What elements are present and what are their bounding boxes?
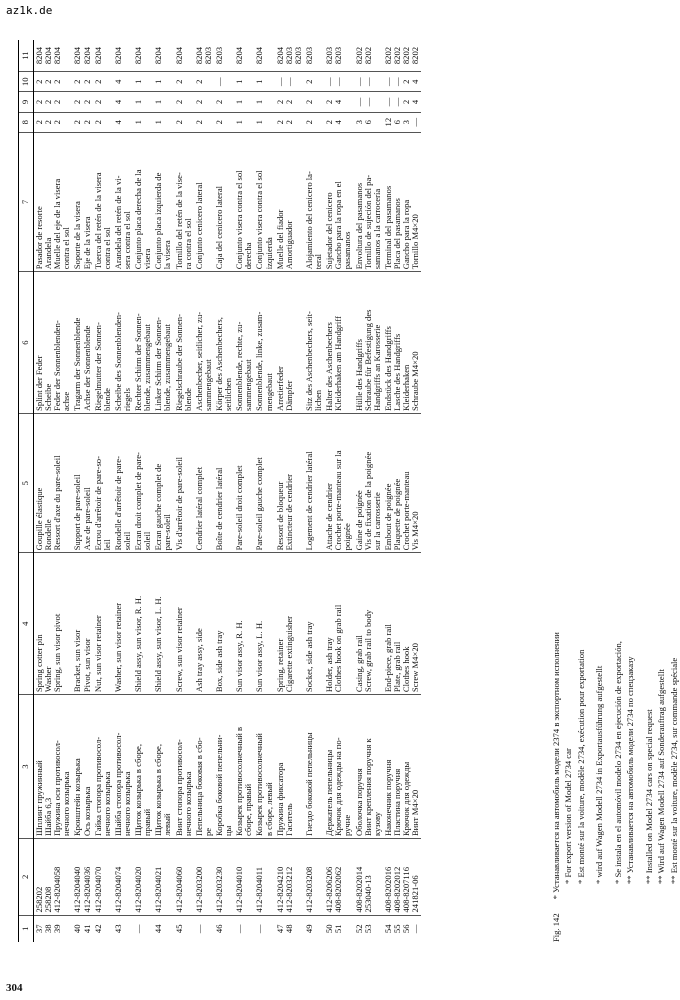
table-cell: — [214, 72, 234, 92]
table-cell: Шплинт пружинный Шайба 6,3 Пружина оси противосол- нечного козырька [34, 695, 73, 839]
table-cell: 8202 8202 [354, 40, 383, 72]
table-cell: Rondelle d'arrêtoir de pare- soleil [113, 413, 133, 552]
table-row [34, 40, 73, 942]
column-header: 10 [19, 72, 34, 92]
table-cell: Ecrou d'arrêtoir de pare-so- leil [93, 413, 113, 552]
table-cell: 2 [93, 112, 113, 132]
table-cell: Goupille élastique Rondelle Ressort d'axe du pare-soleil [34, 413, 73, 552]
footnote-line: ** Est monté sur la voiture, modèle 2734, sur commande spéciale [668, 657, 679, 884]
table-cell: 1 [254, 112, 274, 132]
table-cell: Кронштейн козырька Ось козырька [72, 695, 92, 839]
table-cell: 8203 8203 [324, 40, 353, 72]
table-cell: 4 [113, 92, 133, 112]
table-cell: Support de pare-soleil Axe de pare-soleil [72, 413, 92, 552]
table-cell: Гайка стопора противосол- нечного козырька [93, 695, 113, 839]
table-cell: 8204 [133, 40, 153, 72]
table-cell: — — 2 4 [383, 72, 421, 92]
table-cell: 412-8203230 [214, 839, 234, 915]
table-cell: 50 51 [324, 924, 344, 934]
footnote-line [550, 62, 562, 942]
table-cell: Endstück des Handgriffs Lasche des Handgriffs Kleiderhaken Schraube M4×20 [383, 272, 421, 414]
column-header: 9 [19, 92, 34, 112]
table-cell: Socket, side ash tray [304, 553, 324, 695]
table-cell: Tragarm der Sonnenblende Achse der Sonnenblende [72, 272, 92, 414]
table-cell: 2 [304, 112, 324, 132]
table-cell: Cendrier latéral complet [194, 413, 214, 552]
table-cell: Pasador de resorte Arandela Muelle del eje de la visera contra el sol [34, 132, 73, 271]
table-cell: 412-8204020 [133, 839, 153, 915]
table-cell: 1 [153, 72, 173, 92]
table-cell: Ecran gauche complet de pare-soleil [153, 413, 173, 552]
table-row [354, 40, 383, 942]
table-row [72, 40, 92, 942]
table-cell: Linker Schirm der Sonnen- blende, zusammengebaut [153, 272, 173, 414]
table-cell: 2 [174, 112, 194, 132]
table-cell: 8204 8204 [72, 40, 92, 72]
table-row [254, 40, 274, 942]
table-cell: 1 [254, 72, 274, 92]
table-header-row [19, 40, 34, 942]
table-cell: 408-8202014 253040-13 [354, 839, 383, 915]
column-header: 11 [19, 40, 34, 72]
table-cell: — [234, 924, 245, 934]
table-cell: 8204 [254, 40, 274, 72]
table-cell: 1 [133, 72, 153, 92]
table-row [324, 40, 353, 942]
table-cell: 412-8204011 [254, 839, 274, 915]
table-row [383, 40, 421, 942]
table-cell: Halter des Aschenbechers Kleiderhaken am Handgriff [324, 272, 353, 414]
table-cell: 2 2 [72, 92, 92, 112]
column-header: 6 [19, 272, 34, 414]
table-cell: 12 6 3 — [383, 112, 421, 132]
table-cell: Tornillo del retén de la vise- ra contra el sol [174, 132, 194, 271]
table-cell: Conjunto placa derecha de la visera [133, 132, 153, 271]
table-cell: Пружина фиксатора Гаситель [275, 695, 304, 839]
table-cell: 8202 8202 8202 8202 [383, 40, 421, 72]
table-cell: Soporte de la visera Eje de la visera [72, 132, 92, 271]
table-row [304, 40, 324, 942]
table-cell: 2 2 [275, 92, 304, 112]
footnote-line: * Est monté sur la voiture, modèle 2734, exécution pour exportation [575, 649, 586, 884]
table-cell: Arandela del retén de la vi- sera contra el sol [113, 132, 133, 271]
table-cell: 412-8203208 [304, 839, 324, 915]
table-cell: — — 2 4 [383, 92, 421, 112]
table-cell: 2 2 2 [34, 92, 73, 112]
table-cell: 1 [254, 92, 274, 112]
table-cell: 412-8204021 [153, 839, 173, 915]
table-cell: Sun visor assy, R. H. [234, 553, 254, 695]
table-cell: Riegelmutter der Sonnen- blende [93, 272, 113, 414]
table-cell: 2 [174, 92, 194, 112]
table-cell: — — [324, 72, 353, 92]
table-cell: 1 [234, 112, 254, 132]
table-cell: Aschenbecher, seitlicher, zu- sammengebaut [194, 272, 214, 414]
table-cell: 1 [234, 72, 254, 92]
table-cell: 2 [93, 92, 113, 112]
column-header: 5 [19, 413, 34, 552]
table-cell: Riegelschraube der Sonnen- blende [174, 272, 194, 414]
table-row [194, 40, 214, 942]
table-cell: — [193, 924, 204, 934]
table-cell: 49 [303, 924, 314, 934]
table-cell: Оболочка поручня Винт крепления поручня к кузову [354, 695, 383, 839]
table-cell: 2 2 [72, 112, 92, 132]
footnote-line: * For export version of Model 2734 car [563, 748, 574, 884]
table-cell: Casing, grab rail Screw, grab rail to body [354, 553, 383, 695]
table-cell: 1 [133, 112, 153, 132]
table-cell: 8204 [153, 40, 173, 72]
table-cell: Terminal del pasamanos Placa del pasamanos Gancho para la ropa Tornillo M4×20 [383, 132, 421, 271]
table-cell: Nut, sun visor retainer [93, 553, 113, 695]
table-cell: Attache de cendrier Crochet porte-manteau sur la poignée [324, 413, 353, 552]
parts-table-body [34, 40, 422, 942]
table-cell: Boîte de cendrier latéral [214, 413, 234, 552]
table-cell: Envoltura del pasamanos Tornillo de sujeción del pa- samanos a la carrocería [354, 132, 383, 271]
table-cell: Vis d'arrêtoir de pare-soleil [174, 413, 194, 552]
table-cell: 412-8204070 [93, 839, 113, 915]
footnote-line: * Se instala en el automóvil modelo 2734 en ejecución de exportación, [612, 641, 623, 884]
table-cell: Conjunto visera contra el sol izquierda [254, 132, 274, 271]
table-cell: Гнездо боковой пепельницы [304, 695, 324, 839]
table-cell: Bracket, sun visor Pivot, sun visor [72, 553, 92, 695]
table-cell: Screw, sun visor retainer [174, 553, 194, 695]
table-cell: — — [275, 72, 304, 92]
table-cell: Gaine de poignée Vis de fixation de la poignée sur la carrosserie [354, 413, 383, 552]
column-header: 7 [19, 132, 34, 271]
table-cell: 2 [214, 112, 234, 132]
table-cell: Rechter Schirm der Sonnen- blende, zusammengebaut [133, 272, 153, 414]
rotated-page-content [10, 40, 679, 990]
table-cell: Sonnenblende, rechte, zu- sammengebaut [234, 272, 254, 414]
table-cell: 2 2 [72, 72, 92, 92]
table-cell: 412-8204040 412-8204036 [72, 839, 92, 915]
table-cell: 2 2 2 [34, 112, 73, 132]
table-cell: Щиток козырька в сборе, левый [153, 695, 173, 839]
table-cell: Козырек противосолнечный в сборе, левый [254, 695, 274, 839]
footnote-text: * Устанавливается на автомобиль модели 2374 в экспортном исполнении [551, 632, 561, 900]
table-cell: 37 38 39 [34, 924, 63, 934]
table-cell: 1 [133, 92, 153, 112]
table-cell: 8203 [304, 40, 324, 72]
table-cell: 2 2 2 [34, 72, 73, 92]
footnote-line: ** Installed on Model 2734 cars on special request [643, 709, 654, 884]
table-cell: Caja del cenicero lateral [214, 132, 234, 271]
page-number: 304 [6, 982, 23, 994]
table-row [234, 40, 254, 942]
table-cell: 2 4 [324, 112, 353, 132]
table-cell: 4 [113, 72, 133, 92]
table-cell: 412-8204210 412-8203212 [275, 839, 304, 915]
table-cell: Козырек противосолнечный в сборе, правый [234, 695, 254, 839]
table-cell: Pare-soleil droit complet [234, 413, 254, 552]
table-row [174, 40, 194, 942]
column-header: 3 [19, 695, 34, 839]
table-cell: Hülle des Handgriffs Schraube für Befestigung des Handgriffs an Karosserie [354, 272, 383, 414]
table-cell: Embout de poignée Plaquette de poignée Crochet porte-manteau Vis M4×20 [383, 413, 421, 552]
table-row [275, 40, 304, 942]
table-cell: Sonnenblende, linke, zusam- mengebaut [254, 272, 274, 414]
site-watermark: az1k.de [6, 4, 53, 17]
table-cell: Box, side ash tray [214, 553, 234, 695]
column-header: 2 [19, 839, 34, 915]
table-cell: 8204 8203 [194, 40, 214, 72]
table-cell: 2 [214, 92, 234, 112]
table-cell: 2 [93, 72, 113, 92]
table-cell: 2 4 [324, 92, 353, 112]
footnote-line: ** Wird auf Wagen Modell 2734 auf Sonderauftrag aufgestellt [656, 669, 667, 884]
table-cell: 412-8206206 408-8202062 [324, 839, 353, 915]
table-cell: 47 48 [274, 924, 294, 934]
table-cell: — [254, 924, 265, 934]
table-row [214, 40, 234, 942]
table-cell: 412-8203200 [194, 839, 214, 915]
table-cell: Conjunto placa izquierda de la visera [153, 132, 173, 271]
table-cell: Arretierfeder Dämpfer [275, 272, 304, 414]
table-cell: 40 41 [72, 924, 92, 934]
table-cell: — — [354, 72, 383, 92]
table-cell: Conjunto visera contra el sol derecha [234, 132, 254, 271]
table-cell: 8203 [214, 40, 234, 72]
table-cell: Щиток козырька в сборе, правый [133, 695, 153, 839]
table-cell: Пепельница боковая в сбо- ре [194, 695, 214, 839]
table-row [113, 40, 133, 942]
table-cell: 408-8202016 408-8202012 408-8207116 241821-06 [383, 839, 421, 915]
table-cell: Tuerca del retén de la visera contra el sol [93, 132, 113, 271]
table-cell: Washer, sun visor retainer [113, 553, 133, 695]
footnote-line: * wird auf Wagen Modell 2734 in Exportausführung aufgestellt [594, 665, 605, 884]
table-cell: Scheibe des Sonnenblenden- riegels [113, 272, 133, 414]
column-header: 8 [19, 112, 34, 132]
table-cell: 8204 [234, 40, 254, 72]
table-cell: Holder, ash tray Clothes hook on grab rail [324, 553, 353, 695]
table-cell: 2 [304, 72, 324, 92]
table-cell: Splint der Feder Scheibe Feder der Sonnenblenden- achse [34, 272, 73, 414]
table-cell: 43 [112, 924, 123, 934]
parts-table [18, 40, 421, 942]
table-cell: 412-8204060 [174, 839, 194, 915]
table-cell: 46 [213, 924, 224, 934]
table-cell: 412-8204010 [234, 839, 254, 915]
table-cell: 2 [194, 112, 214, 132]
table-cell: Körper des Aschenbechers, seitlichen [214, 272, 234, 414]
table-cell: Коробка боковой пепельни- цы [214, 695, 234, 839]
table-cell: 54 55 56 — [382, 924, 421, 934]
table-cell: Shield assy, sun visor, L. H. [153, 553, 173, 695]
table-cell: Наконечник поручня Пластина поручня Крючок для одежды Винт М4×20 [383, 695, 421, 839]
column-header: 1 [19, 915, 34, 942]
table-cell: End-piece, grab rail Plate, grab rail Clothes hook Screw M4×20 [383, 553, 421, 695]
footnote-line: ** Устанавливается на автомобиль модели 2734 по спецзаказу [625, 656, 636, 884]
footnotes [550, 62, 680, 942]
table-cell: 3 6 [354, 112, 383, 132]
table-cell: Conjunto cenicero lateral [194, 132, 214, 271]
table-cell: Держатель пепельницы Крючок для одежды на по- ручне [324, 695, 353, 839]
table-cell: — — [354, 92, 383, 112]
table-cell: Винт стопора противосол- нечного козырька [174, 695, 194, 839]
table-cell: Shield assy, sun visor, R. H. [133, 553, 153, 695]
table-cell: 45 [173, 924, 184, 934]
table-cell: Ash tray assy, side [194, 553, 214, 695]
table-cell: Sujetador del cenicero Gancho para la ropa en el pasamanos [324, 132, 353, 271]
table-cell: 258202 258208 412-8204058 [34, 839, 73, 915]
table-cell: 1 [153, 92, 173, 112]
table-cell: Alojamiento del cenicero la- teral [304, 132, 324, 271]
table-cell: Sitz des Aschenbechers, seit- lichen [304, 272, 324, 414]
table-cell: Sun visor assy, L. H. [254, 553, 274, 695]
table-cell: Ressort de bloqueur Extincteur de cendrier [275, 413, 304, 552]
table-cell: 2 [194, 72, 214, 92]
table-cell: 8204 8203 8203 [275, 40, 304, 72]
column-header: 4 [19, 553, 34, 695]
table-cell: 412-8204074 [113, 839, 133, 915]
table-cell: 2 [174, 72, 194, 92]
table-row [133, 40, 153, 942]
table-cell: Spring, retainer Cigarette extinguisher [275, 553, 304, 695]
table-cell: 4 [113, 112, 133, 132]
table-cell: — [133, 924, 144, 934]
table-row [153, 40, 173, 942]
table-cell: Muelle del fiador Amortiguador [275, 132, 304, 271]
table-cell: Spring cotter pin Washer Spring, sun visor pivot [34, 553, 73, 695]
table-cell: 2 2 [275, 112, 304, 132]
table-cell: 1 [234, 92, 254, 112]
table-cell: 52 53 [353, 924, 373, 934]
table-cell: Logement de cendrier latéral [304, 413, 324, 552]
table-cell: 42 [92, 924, 103, 934]
table-cell: Pare-soleil gauche complet [254, 413, 274, 552]
figure-label: Fig. 142 [551, 913, 561, 942]
table-cell: 8204 [113, 40, 133, 72]
table-cell: Ecran droit complet de pare- soleil [133, 413, 153, 552]
table-cell: Шайба стопора противосол- нечного козырька [113, 695, 133, 839]
table-cell: 8204 [93, 40, 113, 72]
table-cell: 8204 8204 8204 [34, 40, 73, 72]
table-row [93, 40, 113, 942]
table-cell: 2 [304, 92, 324, 112]
table-cell: 1 [153, 112, 173, 132]
table-cell: 44 [153, 924, 164, 934]
table-cell: 8204 [174, 40, 194, 72]
table-cell: 2 [194, 92, 214, 112]
